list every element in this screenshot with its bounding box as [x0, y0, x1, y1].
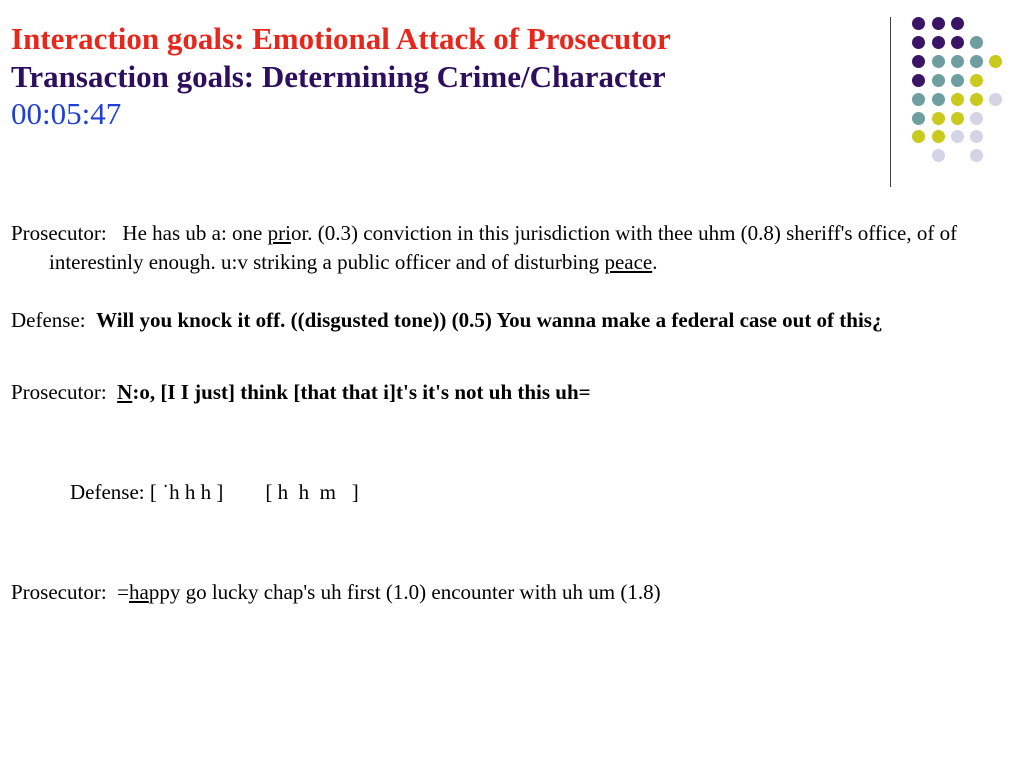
dot [912, 17, 925, 30]
dot [951, 93, 964, 106]
speaker-label: Prosecutor: [11, 580, 107, 604]
dot [912, 93, 925, 106]
interaction-goals-heading: Interaction goals: Emotional Attack of Prosecutor [11, 21, 671, 56]
transcript-turn-5 [11, 578, 1011, 607]
dot [932, 112, 945, 125]
decorative-dot-grid [0, 0, 1024, 200]
transcript-turn-3 [11, 378, 1011, 407]
dot [912, 74, 925, 87]
dot [951, 36, 964, 49]
dot [912, 36, 925, 49]
timestamp: 00:05:47 [11, 96, 122, 131]
transaction-goals-heading: Transaction goals: Determining Crime/Character [11, 59, 666, 94]
dot [932, 36, 945, 49]
speaker-label: Defense: [11, 308, 86, 332]
dot [970, 149, 983, 162]
utterance-text: . [652, 250, 658, 274]
speaker-label: Prosecutor: [11, 221, 107, 245]
speaker-label: Prosecutor: [11, 380, 107, 404]
utterance-text: He has ub a: one [122, 221, 268, 245]
dot [970, 112, 983, 125]
stressed-text: pri [267, 221, 291, 245]
stressed-text: N [117, 380, 133, 404]
dot [951, 130, 964, 143]
dot [932, 130, 945, 143]
transcript [11, 219, 1011, 607]
dot [970, 55, 983, 68]
utterance-text: = [117, 580, 129, 604]
dot [989, 93, 1002, 106]
dot [951, 55, 964, 68]
dot [951, 112, 964, 125]
transcript-turn-2 [11, 306, 1011, 335]
speaker-label: Defense: [70, 480, 145, 504]
stressed-text: peace [604, 250, 653, 274]
transcript-turn-1 [11, 219, 1011, 277]
dot [989, 55, 1002, 68]
dot [912, 130, 925, 143]
utterance-text: ppy go lucky chap's uh first (1.0) encounter with uh um (1.8) [148, 580, 661, 604]
dot [951, 17, 964, 30]
dot [932, 93, 945, 106]
dot [970, 130, 983, 143]
dot [951, 74, 964, 87]
utterance-text: [ ˙h h h ] [ h h m ] [149, 480, 359, 504]
stressed-text: ha [129, 580, 149, 604]
dot [932, 74, 945, 87]
dot [932, 149, 945, 162]
dot [970, 36, 983, 49]
utterance-text: :o, [I I just] think [that that i]t's it's not uh this uh= [132, 380, 591, 404]
dot [970, 93, 983, 106]
transcript-turn-4 [11, 449, 1011, 536]
utterance-text: or. (0.3) conviction in this jurisdiction with thee uhm (0.8) sheriff's office, of of interestinly enough. u:v striking a public officer and of disturbing [49, 221, 958, 274]
utterance-text: Will you knock it off. ((disgusted tone)) (0.5) You wanna make a federal case out of this¿ [96, 308, 883, 332]
dot [912, 55, 925, 68]
dot [970, 74, 983, 87]
dot [932, 55, 945, 68]
dot [932, 17, 945, 30]
dot [912, 112, 925, 125]
